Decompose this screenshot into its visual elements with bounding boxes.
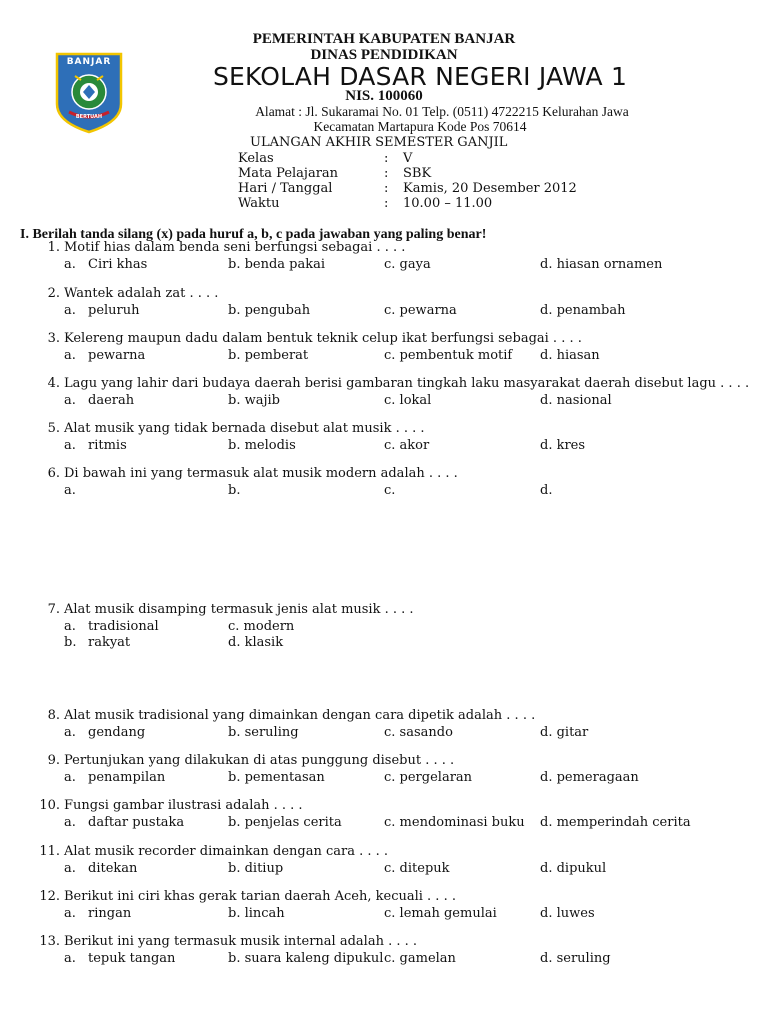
option-c[interactable]: c. ditepuk [384, 861, 450, 876]
question-text: Di bawah ini yang termasuk alat musik modern adalah . . . . [64, 466, 458, 481]
question-number: 8. [47, 708, 60, 723]
question-text: Alat musik yang tidak bernada disebut alat musik . . . . [64, 421, 425, 436]
question-text: Pertunjukan yang dilakukan di atas punggung disebut . . . . [64, 753, 455, 768]
question-9 [0, 753, 768, 791]
question-13 [0, 934, 768, 972]
question-text: Alat musik tradisional yang dimainkan dengan cara dipetik adalah . . . . [64, 708, 536, 723]
option-c[interactable]: c. [384, 483, 396, 498]
department-line: DINAS PENDIDIKAN [310, 47, 458, 63]
option-d[interactable]: d. seruling [540, 951, 611, 966]
option-c[interactable]: c. mendominasi buku [384, 815, 525, 830]
question-7 [0, 602, 768, 650]
question-2 [0, 286, 768, 324]
option-d[interactable]: d. klasik [228, 635, 284, 650]
option-b[interactable]: b. suara kaleng dipukul [228, 951, 384, 966]
option-a[interactable]: a. tradisional [64, 619, 159, 634]
option-d[interactable]: d. gitar [540, 725, 589, 740]
option-c[interactable]: c. lokal [384, 393, 432, 408]
logo-motto: BERTUAH [75, 114, 103, 120]
question-text: Lagu yang lahir dari budaya daerah berisi gambaran tingkah laku masyarakat daerah disebut lagu . . . . [64, 376, 750, 391]
question-number: 11. [39, 844, 60, 859]
option-d[interactable]: d. [540, 483, 553, 498]
option-b[interactable]: b. ditiup [228, 861, 284, 876]
question-text: Berikut ini yang termasuk musik internal adalah . . . . [64, 934, 418, 949]
option-c[interactable]: c. pewarna [384, 303, 457, 318]
option-c[interactable]: c. pembentuk motif [384, 348, 513, 363]
exam-info-label: Hari / Tanggal [238, 181, 333, 196]
question-number: 10. [39, 798, 60, 813]
question-text: Motif hias dalam benda seni berfungsi sebagai . . . . [64, 240, 406, 255]
question-number: 2. [47, 286, 60, 301]
exam-title: ULANGAN AKHIR SEMESTER GANJIL [250, 135, 508, 150]
option-a[interactable]: a. daerah [64, 393, 135, 408]
option-b[interactable]: b. pengubah [228, 303, 311, 318]
option-a[interactable]: a. penampilan [64, 770, 166, 785]
question-6 [0, 466, 768, 504]
address-line-2: Kecamatan Martapura Kode Pos 70614 [313, 119, 527, 134]
question-number: 13. [39, 934, 60, 949]
option-c[interactable]: c. pergelaran [384, 770, 473, 785]
option-b[interactable]: b. wajib [228, 393, 280, 408]
exam-info-separator: : [384, 181, 389, 196]
option-a[interactable]: a. gendang [64, 725, 146, 740]
question-text: Alat musik recorder dimainkan dengan cara . . . . [64, 844, 389, 859]
option-b[interactable]: b. penjelas cerita [228, 815, 342, 830]
exam-info-separator: : [384, 166, 389, 181]
logo-label: BANJAR [66, 57, 112, 67]
instruction: I. Berilah tanda silang (x) pada huruf a, b, c pada jawaban yang paling benar! [20, 227, 487, 242]
question-1 [0, 240, 768, 278]
exam-info-label: Waktu [238, 196, 280, 211]
government-line: PEMERINTAH KABUPATEN BANJAR [252, 31, 516, 47]
question-number: 7. [47, 602, 60, 617]
question-8 [0, 708, 768, 746]
option-a[interactable]: a. pewarna [64, 348, 146, 363]
question-4 [0, 376, 768, 414]
option-a[interactable]: a. [64, 483, 76, 498]
option-d[interactable]: d. dipukul [540, 861, 607, 876]
question-10 [0, 798, 768, 836]
question-number: 1. [47, 240, 60, 255]
option-a[interactable]: a. ringan [64, 906, 132, 921]
option-b[interactable]: b. [228, 483, 241, 498]
option-d[interactable]: d. penambah [540, 303, 626, 318]
exam-info-label: Mata Pelajaran [238, 166, 339, 181]
option-b[interactable]: b. seruling [228, 725, 299, 740]
option-a[interactable]: a. tepuk tangan [64, 951, 176, 966]
option-d[interactable]: d. kres [540, 438, 586, 453]
exam-info-value: SBK [403, 166, 432, 181]
option-c[interactable]: c. gaya [384, 257, 431, 272]
nis: NIS. 100060 [345, 88, 423, 104]
question-number: 5. [47, 421, 60, 436]
option-b[interactable]: b. pemberat [228, 348, 309, 363]
option-c[interactable]: c. lemah gemulai [384, 906, 497, 921]
question-11 [0, 844, 768, 882]
option-b[interactable]: b. benda pakai [228, 257, 326, 272]
question-number: 4. [47, 376, 60, 391]
option-d[interactable]: d. hiasan ornamen [540, 257, 663, 272]
option-d[interactable]: d. luwes [540, 906, 595, 921]
question-12 [0, 889, 768, 927]
exam-info-value: Kamis, 20 Desember 2012 [403, 181, 577, 196]
option-b[interactable]: b. melodis [228, 438, 296, 453]
option-d[interactable]: d. pemeragaan [540, 770, 639, 785]
question-number: 9. [47, 753, 60, 768]
question-text: Alat musik disamping termasuk jenis alat musik . . . . [64, 602, 414, 617]
option-b[interactable]: b. rakyat [64, 635, 131, 650]
exam-info-value: V [403, 151, 413, 166]
question-number: 3. [47, 331, 60, 346]
exam-info-value: 10.00 – 11.00 [403, 196, 493, 211]
question-number: 12. [39, 889, 60, 904]
school-name: SEKOLAH DASAR NEGERI JAWA 1 [212, 62, 628, 91]
question-number: 6. [47, 466, 60, 481]
address-line-1: Alamat : Jl. Sukaramai No. 01 Telp. (0511) 4722215 Kelurahan Jawa [255, 104, 629, 119]
option-a[interactable]: a. ritmis [64, 438, 127, 453]
option-b[interactable]: b. pementasan [228, 770, 325, 785]
option-d[interactable]: d. memperindah cerita [540, 815, 691, 830]
option-d[interactable]: d. nasional [540, 393, 612, 408]
question-text: Kelereng maupun dadu dalam bentuk teknik celup ikat berfungsi sebagai . . . . [64, 331, 582, 346]
option-a[interactable]: a. ditekan [64, 861, 138, 876]
option-c[interactable]: c. modern [228, 619, 295, 634]
question-text: Berikut ini ciri khas gerak tarian daerah Aceh, kecuali . . . . [64, 889, 456, 904]
option-c[interactable]: c. sasando [384, 725, 453, 740]
exam-info-separator: : [384, 196, 389, 211]
option-d[interactable]: d. hiasan [540, 348, 600, 363]
option-b[interactable]: b. lincah [228, 906, 285, 921]
option-c[interactable]: c. akor [384, 438, 430, 453]
exam-info-label: Kelas [238, 151, 274, 166]
option-a[interactable]: a. Ciri khas [64, 257, 148, 272]
exam-info-separator: : [384, 151, 389, 166]
option-c[interactable]: c. gamelan [384, 951, 456, 966]
question-text: Fungsi gambar ilustrasi adalah . . . . [64, 798, 303, 813]
question-3 [0, 331, 768, 369]
question-5 [0, 421, 768, 459]
option-a[interactable]: a. peluruh [64, 303, 140, 318]
option-a[interactable]: a. daftar pustaka [64, 815, 185, 830]
question-text: Wantek adalah zat . . . . [64, 286, 219, 301]
